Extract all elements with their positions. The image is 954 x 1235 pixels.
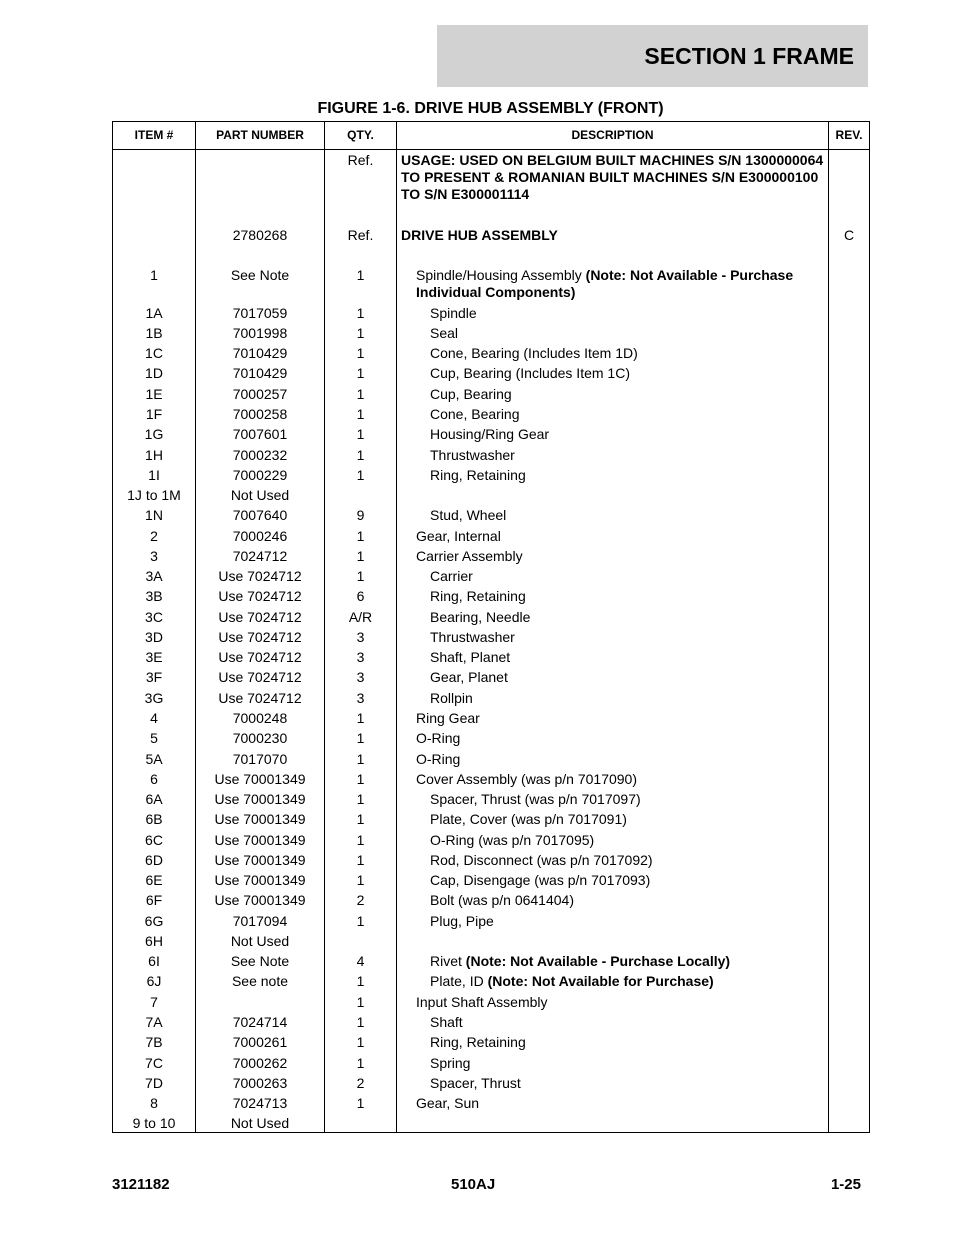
description-text: DRIVE HUB ASSEMBLY	[401, 227, 558, 243]
part-number: Use 70001349	[214, 771, 306, 787]
item-number: 3	[150, 548, 158, 564]
quantity: 1	[356, 994, 365, 1010]
footer-document-number: 3121182	[112, 1176, 170, 1193]
item-number: 5	[150, 730, 158, 746]
quantity: 1	[356, 832, 365, 848]
description-text: Spindle/Housing Assembly	[416, 267, 586, 283]
description-text: Stud, Wheel	[430, 507, 507, 523]
description	[401, 588, 829, 605]
part-number: Use 7024712	[218, 568, 302, 584]
description-text: Ring, Retaining	[430, 1034, 526, 1050]
quantity: 1	[356, 345, 365, 361]
part-number: 7024712	[232, 548, 288, 564]
quantity: 1	[356, 528, 365, 544]
item-number: 1H	[145, 447, 163, 463]
description	[401, 791, 829, 808]
parts-rows	[113, 150, 869, 1132]
description-text: Shaft, Planet	[430, 649, 511, 665]
item-number: 6I	[148, 953, 160, 969]
item-number: 7B	[145, 1034, 163, 1050]
quantity: 4	[356, 953, 365, 969]
quantity: 1	[356, 1095, 365, 1111]
description-text: O-Ring (was p/n 7017095)	[430, 832, 595, 848]
description-text: Ring, Retaining	[430, 467, 526, 483]
description	[401, 528, 829, 545]
quantity: 1	[356, 386, 365, 402]
column-header-rev: REV.	[835, 128, 863, 142]
description	[401, 1055, 829, 1072]
item-number: 6A	[145, 791, 163, 807]
item-number: 3G	[144, 690, 164, 706]
description	[401, 227, 829, 244]
item-number: 6E	[145, 872, 163, 888]
description-text: Spacer, Thrust (was p/n 7017097)	[430, 791, 641, 807]
description	[401, 690, 829, 707]
item-number: 3F	[145, 669, 163, 685]
description-text: Ring, Retaining	[430, 588, 526, 604]
part-number: Use 7024712	[218, 609, 302, 625]
description	[401, 669, 829, 686]
part-number: Use 70001349	[214, 892, 306, 908]
quantity: 1	[356, 447, 365, 463]
description-text: Carrier Assembly	[416, 548, 523, 564]
part-number: 7000258	[232, 406, 288, 422]
description	[401, 609, 829, 626]
quantity: 1	[356, 267, 365, 283]
description	[401, 973, 829, 990]
quantity: 2	[356, 892, 365, 908]
part-number: 7000232	[232, 447, 288, 463]
description	[401, 426, 829, 443]
quantity: A/R	[348, 609, 373, 625]
description	[401, 152, 829, 203]
description-text: Cup, Bearing	[430, 386, 512, 402]
description-text: Cover Assembly (was p/n 7017090)	[416, 771, 637, 787]
description	[401, 1075, 829, 1092]
column-header-qty: QTY.	[347, 128, 374, 142]
description	[401, 730, 829, 747]
item-number: 6H	[145, 933, 163, 949]
part-number: Use 7024712	[218, 690, 302, 706]
item-number: 3D	[145, 629, 163, 645]
item-number: 3B	[145, 588, 163, 604]
quantity: 1	[356, 426, 365, 442]
description	[401, 811, 829, 828]
description	[401, 467, 829, 484]
quantity: 1	[356, 730, 365, 746]
part-number: Use 70001349	[214, 852, 306, 868]
part-number: Not Used	[230, 933, 290, 949]
item-number: 3E	[145, 649, 163, 665]
item-number: 1C	[145, 345, 163, 361]
description-text: Input Shaft Assembly	[416, 994, 548, 1010]
description-text: Carrier	[430, 568, 473, 584]
part-number: See note	[231, 973, 289, 989]
description	[401, 325, 829, 342]
column-header-item: ITEM #	[134, 128, 174, 142]
description	[401, 852, 829, 869]
description-text: Ring Gear	[416, 710, 480, 726]
quantity: 1	[356, 365, 365, 381]
part-number: 7010429	[232, 365, 288, 381]
item-number: 6	[150, 771, 158, 787]
description-text: Cup, Bearing (Includes Item 1C)	[430, 365, 630, 381]
part-number: Use 7024712	[218, 669, 302, 685]
revision: C	[843, 227, 855, 243]
description-text: Seal	[430, 325, 459, 341]
part-number: 7000263	[232, 1075, 288, 1091]
footer-page-number: 1-25	[830, 1176, 861, 1193]
description-text: Bearing, Needle	[430, 609, 531, 625]
quantity: 1	[356, 973, 365, 989]
quantity: 1	[356, 872, 365, 888]
parts-table	[112, 121, 870, 1133]
description	[401, 913, 829, 930]
item-number: 5A	[145, 751, 163, 767]
description	[401, 365, 829, 382]
item-number: 6B	[145, 811, 163, 827]
item-number: 7C	[145, 1055, 163, 1071]
description-text: Rod, Disconnect (was p/n 7017092)	[430, 852, 653, 868]
part-number: Use 70001349	[214, 811, 306, 827]
description	[401, 953, 829, 970]
part-number: Use 7024712	[218, 588, 302, 604]
item-number: 3C	[145, 609, 163, 625]
part-number: 7000257	[232, 386, 288, 402]
item-number: 3A	[145, 568, 163, 584]
description	[401, 710, 829, 727]
description	[401, 507, 829, 524]
description-text: USAGE: USED ON BELGIUM BUILT MACHINES S/N 1300000064 TO PRESENT & ROMANIAN BUILT MACHINES S/N E300000100 TO S/N E300001114	[401, 152, 824, 202]
description	[401, 447, 829, 464]
part-number: Use 7024712	[218, 629, 302, 645]
part-number: 7007640	[232, 507, 288, 523]
description	[401, 267, 829, 301]
quantity: 1	[356, 913, 365, 929]
description-text: Cap, Disengage (was p/n 7017093)	[430, 872, 651, 888]
item-number: 9 to 10	[132, 1115, 176, 1131]
description	[401, 649, 829, 666]
description-text: Gear, Sun	[416, 1095, 480, 1111]
description	[401, 892, 829, 909]
item-number: 1F	[145, 406, 163, 422]
quantity: 1	[356, 710, 365, 726]
section-title: SECTION 1 FRAME	[644, 42, 854, 69]
quantity: 1	[356, 852, 365, 868]
item-number: 6F	[145, 892, 163, 908]
description	[401, 345, 829, 362]
description-text: Rivet	[430, 953, 466, 969]
item-number: 4	[150, 710, 158, 726]
description-note: (Note: Not Available for Purchase)	[487, 973, 714, 989]
description	[401, 1014, 829, 1031]
description-text: Plate, ID	[430, 973, 488, 989]
item-number: 7	[150, 994, 158, 1010]
description	[401, 305, 829, 322]
description-text: O-Ring	[416, 751, 461, 767]
description	[401, 832, 829, 849]
item-number: 6J	[146, 973, 162, 989]
description-text: Spring	[430, 1055, 471, 1071]
quantity: 1	[356, 467, 365, 483]
figure-title: FIGURE 1-6. DRIVE HUB ASSEMBLY (FRONT)	[317, 100, 664, 117]
column-header-part-number: PART NUMBER	[216, 128, 304, 142]
part-number: 7000230	[232, 730, 288, 746]
quantity: Ref.	[347, 227, 374, 243]
item-number: 1A	[145, 305, 163, 321]
description-text: Rollpin	[430, 690, 473, 706]
item-number: 1J to 1M	[127, 487, 181, 503]
description-text: Plug, Pipe	[430, 913, 494, 929]
quantity: 3	[356, 629, 365, 645]
column-header-description: DESCRIPTION	[571, 128, 654, 142]
item-number: 6C	[145, 832, 163, 848]
part-number: Use 70001349	[214, 872, 306, 888]
part-number: 7017059	[232, 305, 288, 321]
description-note: (Note: Not Available - Purchase Locally)	[465, 953, 731, 969]
quantity: 1	[356, 305, 365, 321]
item-number: 6G	[144, 913, 164, 929]
description-text: Spindle	[430, 305, 477, 321]
part-number: 7007601	[232, 426, 288, 442]
description	[401, 629, 829, 646]
part-number: Not Used	[230, 487, 290, 503]
description	[401, 1095, 829, 1112]
item-number: 6D	[145, 852, 163, 868]
quantity: 1	[356, 568, 365, 584]
quantity: 1	[356, 811, 365, 827]
description-text: Housing/Ring Gear	[430, 426, 550, 442]
item-number: 1G	[144, 426, 164, 442]
item-number: 1B	[145, 325, 163, 341]
quantity: 3	[356, 690, 365, 706]
description	[401, 872, 829, 889]
description	[401, 548, 829, 565]
description	[401, 386, 829, 403]
description-text: Thrustwasher	[430, 629, 515, 645]
description	[401, 568, 829, 585]
item-number: 1N	[145, 507, 163, 523]
quantity: Ref.	[347, 152, 374, 168]
description-text: Gear, Planet	[430, 669, 508, 685]
description	[401, 406, 829, 423]
item-number: 7D	[145, 1075, 163, 1091]
quantity: 1	[356, 751, 365, 767]
description-text: Gear, Internal	[416, 528, 501, 544]
description-text: Cone, Bearing	[430, 406, 520, 422]
description	[401, 751, 829, 768]
part-number: Use 70001349	[214, 791, 306, 807]
part-number: 7000261	[232, 1034, 288, 1050]
part-number: 2780268	[232, 227, 288, 243]
quantity: 2	[356, 1075, 365, 1091]
item-number: 2	[150, 528, 158, 544]
quantity: 1	[356, 1055, 365, 1071]
footer-model: 510AJ	[451, 1176, 496, 1193]
quantity: 6	[356, 588, 365, 604]
part-number: 7001998	[232, 325, 288, 341]
section-header	[437, 25, 868, 87]
description	[401, 994, 829, 1011]
part-number: 7010429	[232, 345, 288, 361]
part-number: Use 70001349	[214, 832, 306, 848]
description-text: Bolt (was p/n 0641404)	[430, 892, 574, 908]
quantity: 1	[356, 791, 365, 807]
part-number: 7000229	[232, 467, 288, 483]
description-text: Thrustwasher	[430, 447, 515, 463]
description	[401, 771, 829, 788]
part-number: Use 7024712	[218, 649, 302, 665]
quantity: 1	[356, 406, 365, 422]
quantity: 3	[356, 669, 365, 685]
quantity: 9	[356, 507, 365, 523]
description	[401, 1034, 829, 1051]
part-number: See Note	[230, 953, 290, 969]
item-number: 1I	[148, 467, 160, 483]
part-number: 7017070	[232, 751, 288, 767]
part-number: See Note	[230, 267, 290, 283]
part-number: 7024714	[232, 1014, 288, 1030]
item-number: 7A	[145, 1014, 163, 1030]
description-text: Shaft	[430, 1014, 463, 1030]
part-number: 7017094	[232, 913, 288, 929]
description-text: O-Ring	[416, 730, 461, 746]
part-number: 7000246	[232, 528, 288, 544]
part-number: 7024713	[232, 1095, 288, 1111]
quantity: 1	[356, 548, 365, 564]
part-number: 7000262	[232, 1055, 288, 1071]
item-number: 1D	[145, 365, 163, 381]
part-number: Not Used	[230, 1115, 290, 1131]
quantity: 3	[356, 649, 365, 665]
quantity: 1	[356, 771, 365, 787]
item-number: 1	[150, 267, 158, 283]
description-text: Cone, Bearing (Includes Item 1D)	[430, 345, 638, 361]
item-number: 8	[150, 1095, 158, 1111]
item-number: 1E	[145, 386, 163, 402]
description-note: (Note: Not Available - Purchase Individual Components)	[416, 267, 794, 300]
quantity: 1	[356, 1034, 365, 1050]
description-text: Plate, Cover (was p/n 7017091)	[430, 811, 627, 827]
description-text: Spacer, Thrust	[430, 1075, 521, 1091]
quantity: 1	[356, 1014, 365, 1030]
part-number: 7000248	[232, 710, 288, 726]
quantity: 1	[356, 325, 365, 341]
